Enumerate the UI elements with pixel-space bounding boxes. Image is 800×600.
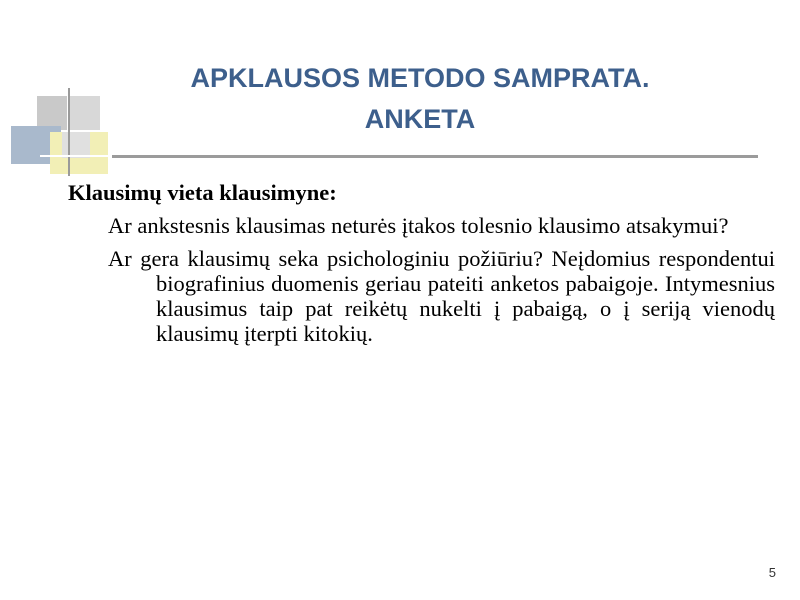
slide-body xyxy=(68,180,775,354)
slide-title-line-1: APKLAUSOS METODO SAMPRATA. xyxy=(190,63,650,93)
slide-title-line-2: ANKETA xyxy=(364,104,476,134)
section-heading: Klausimų vieta klausimyne: xyxy=(68,180,337,205)
bullet-item-2: Ar gera klausimų seka psichologiniu požiūriu? Neįdomius respondentui biografinius duomenis geriau pateiti anketos pabaigoje. Intymesnius klausimus taip pat reikėtų nukelti į pabaigą, o į seriją vienodų klausimų įterpti kitokių. xyxy=(108,246,775,346)
page-number: 5 xyxy=(768,565,776,580)
slide-title xyxy=(60,58,780,140)
decorative-white-line xyxy=(40,155,112,157)
bullet-item-1: Ar ankstesnis klausimas neturės įtakos tolesnio klausimo atsakymui? xyxy=(108,213,729,238)
title-divider xyxy=(112,155,758,158)
